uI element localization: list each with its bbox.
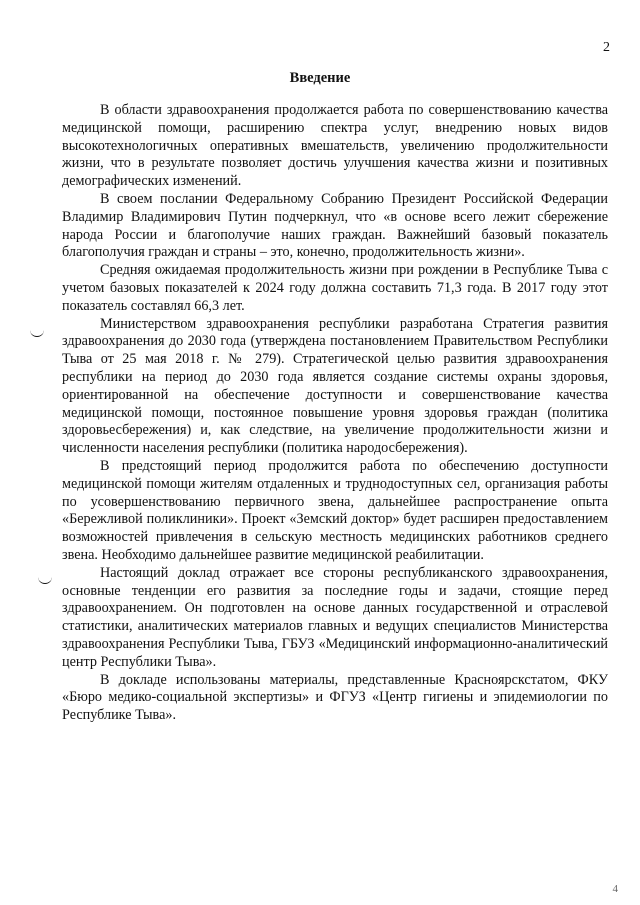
document-body [62,102,608,725]
margin-mark [30,330,44,337]
paragraph: Настоящий доклад отражает все стороны республиканского здравоохранения, основные тенденции его развития за последние годы и задачи, стоящие перед здравоохранением. Он подготовлен на основе данных государственной и отраслевой статистики, аналитических материалов главных и ведущих специалистов Министерства здравоохранения Республики Тыва, ГБУЗ «Медицинский информационно-аналитический центр Республики Тыва». [62,564,608,670]
page-title: Введение [289,70,351,86]
paragraph: В области здравоохранения продолжается работа по совершенствованию качества медицинской помощи, расширению спектра услуг, внедрению новых видов высокотехнологичных оперативных вмешательств, увеличению продолжительности жизни, что в результате позволяет достичь улучшения качества жизни и позитивных демографических изменений. [62,102,608,190]
paragraph: В своем послании Федеральному Собранию Президент Российской Федерации Владимир Владимирович Путин подчеркнул, что «в основе всего лежит сбережение народа России и благополучие наших граждан. Важнейший базовый показатель благополучия граждан и страны – это, конечно, продолжительность жизни». [62,190,608,261]
margin-mark [38,577,52,584]
page-number: 2 [603,40,610,55]
paragraph: Средняя ожидаемая продолжительность жизни при рождении в Республике Тыва с учетом базовых показателей к 2024 году должна составить 71,3 года. В 2017 году этот показатель составлял 66,3 лет. [62,262,608,314]
paragraph: В докладе использованы материалы, представленные Красноярскстатом, ФКУ «Бюро медико-социальной экспертизы» и ФГУЗ «Центр гигиены и эпидемиологии по Республике Тыва». [62,671,608,724]
paragraph: Министерством здравоохранения республики разработана Стратегия развития здравоохранения до 2030 года (утверждена постановлением Правительством Республики Тыва от 25 мая 2018 г. № 279). Стратегической целью развития здравоохранения республики на период до 2030 года является создание системы охраны здоровья, ориентированной на обеспечение доступности и совершенствование качества медицинской помощи, постоянное повышение уровня здоровья граждан (политика здоровьесбережения) и, как следствие, на увеличение продолжительности жизни и численности населения республики (политика народосбережения). [62,315,608,457]
corner-note: 4 [612,883,618,895]
paragraph: В предстоящий период продолжится работа по обеспечению доступности медицинской помощи жителям отдаленных и труднодоступных сел, организация работы по усовершенствованию первичного звена, дальнейшее распространение опыта «Бережливой поликлиники». Проект «Земский доктор» будет расширен предоставлением возможностей привлечения в сельскую местность медицинских работников среднего звена. Необходимо дальнейшее развитие медицинской реабилитации. [62,457,608,563]
